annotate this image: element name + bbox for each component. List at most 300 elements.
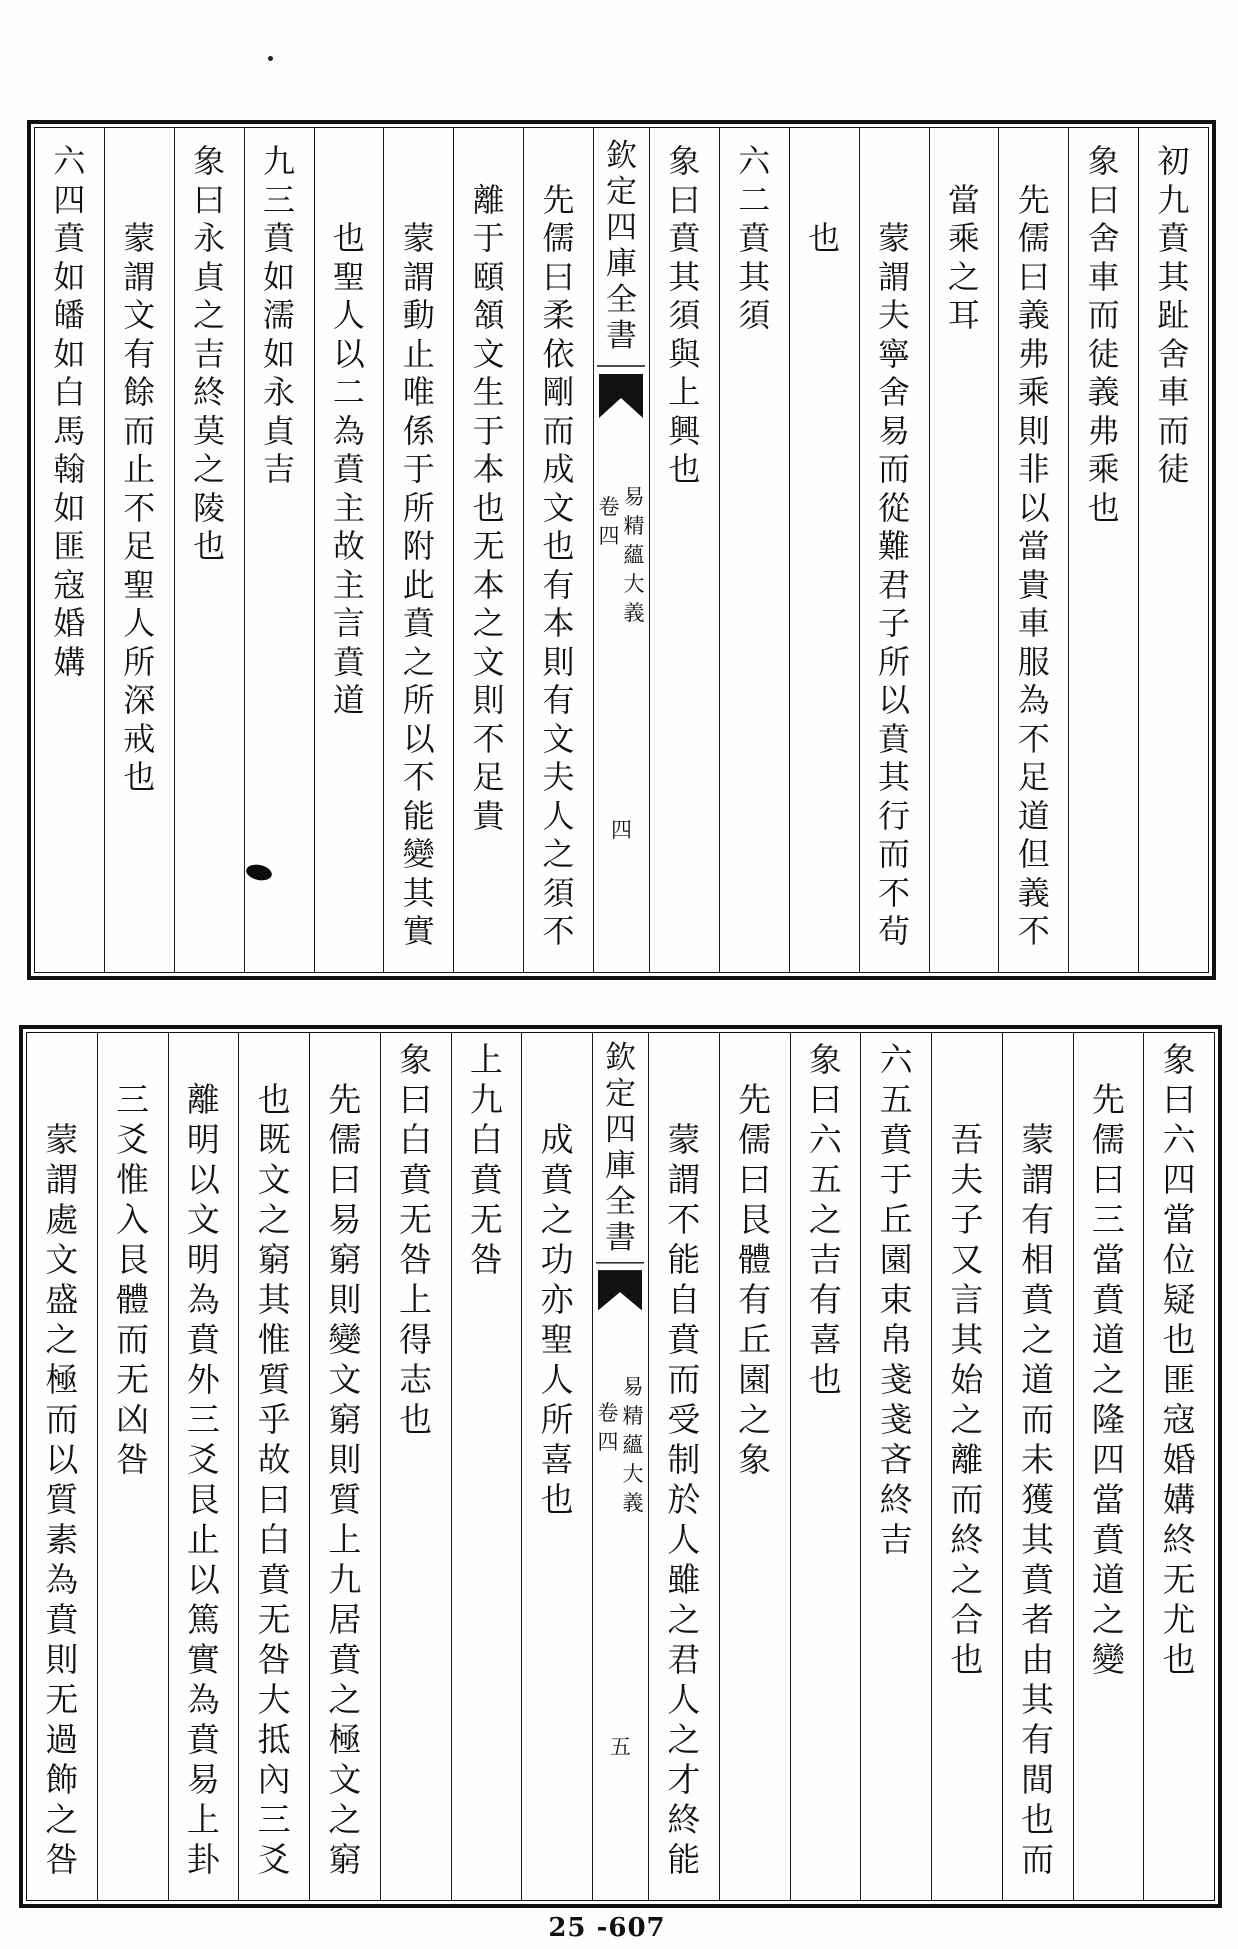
character: 由 [1021, 1640, 1055, 1679]
character: 成 [540, 1120, 574, 1159]
character: 曰 [1017, 257, 1050, 296]
character: 窮 [328, 1400, 362, 1439]
character: 也 [1087, 488, 1120, 527]
character: 得 [399, 1320, 433, 1359]
character: 隆 [1091, 1400, 1125, 1439]
character: 之 [1021, 1320, 1055, 1359]
upper-leaf-grid [34, 127, 1209, 973]
character: 難 [878, 527, 911, 565]
character: 蘊 [622, 1433, 644, 1457]
column-text [932, 1120, 1002, 1680]
character: 有 [542, 681, 575, 719]
character: 戔 [879, 1360, 913, 1399]
character: 但 [1017, 835, 1050, 873]
character: 貞 [193, 257, 226, 296]
character: 合 [950, 1600, 984, 1639]
column-text [169, 1080, 239, 1880]
character: 文 [257, 1160, 291, 1199]
character: 則 [45, 1640, 79, 1679]
character: 寇 [1162, 1400, 1196, 1439]
character: 明 [186, 1120, 220, 1159]
character: 儒 [328, 1120, 362, 1159]
character: 志 [399, 1360, 433, 1399]
character: 賁 [399, 1160, 433, 1199]
column-text [791, 1040, 861, 1400]
column-text [720, 142, 789, 335]
character: 五 [879, 1080, 913, 1119]
character: 賁 [45, 1600, 79, 1639]
character: 初 [1157, 142, 1190, 180]
character: 飾 [45, 1760, 79, 1799]
character: 聖 [123, 565, 156, 604]
character: 乘 [947, 219, 980, 257]
character: 其 [738, 257, 771, 296]
character: 而 [1157, 411, 1190, 450]
character: 六 [53, 142, 86, 180]
character: 无 [116, 1360, 150, 1399]
character: 先 [1017, 180, 1050, 219]
character: 義 [1017, 296, 1050, 334]
character: 九 [263, 142, 296, 180]
character: 也 [1162, 1320, 1196, 1359]
character: 也 [472, 488, 505, 527]
character: 文 [472, 642, 505, 681]
character: 卷 [598, 495, 620, 519]
character: 咎 [399, 1240, 433, 1279]
character: 无 [1162, 1560, 1196, 1599]
character: 子 [950, 1200, 984, 1239]
character: 戔 [879, 1400, 913, 1439]
text-column [174, 128, 244, 972]
character: 也 [540, 1480, 574, 1519]
character: 舍 [878, 373, 911, 411]
character: 吾 [950, 1120, 984, 1159]
character: 為 [45, 1560, 79, 1599]
text-column [244, 128, 314, 972]
character: 人 [667, 1520, 701, 1559]
column-text [454, 181, 523, 836]
character: 文 [45, 1240, 79, 1279]
character: 不 [123, 488, 156, 527]
character: 其 [950, 1320, 984, 1359]
character: 夫 [878, 296, 911, 334]
character: 舍 [1087, 219, 1120, 257]
character: 有 [808, 1280, 842, 1319]
character: 不 [1017, 719, 1050, 758]
character: 象 [668, 142, 701, 180]
character: 徒 [1157, 450, 1190, 488]
character: 六 [1162, 1120, 1196, 1159]
character: 離 [186, 1080, 220, 1119]
lower-leaf [19, 1025, 1222, 1908]
character: 足 [1017, 758, 1050, 796]
character: 明 [186, 1240, 220, 1279]
character: 其 [1021, 1680, 1055, 1719]
character: 於 [667, 1480, 701, 1519]
character: 丘 [879, 1200, 913, 1239]
character: 儒 [1091, 1120, 1125, 1159]
column-text [27, 1120, 97, 1880]
text-column [27, 1033, 97, 1900]
character: 書 [605, 1220, 636, 1256]
character: 媾 [1162, 1480, 1196, 1519]
character: 之 [950, 1560, 984, 1599]
character: 耳 [947, 296, 980, 334]
column-text [381, 1040, 451, 1440]
column-text [1139, 142, 1208, 489]
character: 爻 [186, 1440, 220, 1479]
character: 喜 [808, 1320, 842, 1359]
character: 欽 [605, 1040, 636, 1076]
text-column [521, 1033, 592, 1900]
character: 凶 [116, 1400, 150, 1439]
character: 束 [879, 1280, 913, 1319]
volume-label [597, 493, 621, 551]
character: 賁 [1021, 1280, 1055, 1319]
lower-leaf-grid [26, 1032, 1215, 1901]
character: 極 [328, 1720, 362, 1759]
character: 制 [667, 1440, 701, 1479]
column-text [1144, 1040, 1214, 1680]
character: 永 [263, 373, 296, 411]
column-text [860, 219, 929, 951]
character: 而 [123, 411, 156, 450]
character: 餘 [123, 373, 156, 411]
character: 象 [399, 1040, 433, 1079]
character: 以 [878, 681, 911, 719]
column-text [315, 219, 384, 720]
character: 之 [1091, 1360, 1125, 1399]
character: 易 [878, 411, 911, 450]
character: 之 [542, 835, 575, 873]
character: 之 [328, 1800, 362, 1839]
character: 義 [622, 1491, 644, 1515]
character: 馬 [53, 411, 86, 450]
character: 子 [878, 604, 911, 642]
character: 上 [668, 373, 701, 411]
character: 須 [738, 296, 771, 334]
character: 人 [667, 1680, 701, 1719]
character: 抵 [257, 1720, 291, 1759]
character: 五 [610, 1735, 631, 1759]
character: 雖 [667, 1560, 701, 1599]
character: 无 [45, 1680, 79, 1719]
character: 人 [332, 296, 365, 334]
character: 篤 [186, 1600, 220, 1639]
volume-label [596, 1399, 620, 1457]
character: 為 [332, 411, 365, 450]
character: 四 [53, 180, 86, 219]
character: 君 [878, 565, 911, 604]
character: 亦 [540, 1280, 574, 1319]
character: 自 [667, 1280, 701, 1319]
character: 謂 [402, 257, 435, 296]
leaf-number [593, 1733, 648, 1761]
column-text [650, 142, 719, 489]
character: 以 [402, 719, 435, 758]
character: 足 [472, 758, 505, 796]
character: 行 [878, 796, 911, 835]
character: 功 [540, 1240, 574, 1279]
text-column [309, 1033, 380, 1900]
text-column [719, 1033, 790, 1900]
character: 之 [1091, 1600, 1125, 1639]
text-column [523, 128, 593, 972]
character: 文 [328, 1760, 362, 1799]
column-text [245, 142, 314, 489]
character: 生 [472, 373, 505, 411]
character: 庫 [606, 246, 637, 282]
character: 夫 [950, 1160, 984, 1199]
character: 此 [402, 565, 435, 604]
character: 係 [402, 411, 435, 450]
text-column [998, 128, 1068, 972]
character: 之 [540, 1200, 574, 1239]
character: 曰 [1162, 1080, 1196, 1119]
character: 質 [328, 1480, 362, 1519]
character: 盛 [45, 1280, 79, 1319]
character: 三 [1091, 1200, 1125, 1239]
leaf-number [594, 816, 649, 844]
character: 為 [186, 1680, 220, 1719]
character: 變 [1091, 1640, 1125, 1679]
character: 與 [668, 334, 701, 373]
character: 則 [472, 681, 505, 719]
column-text [1074, 1080, 1144, 1680]
character: 三 [257, 1800, 291, 1839]
character: 賁 [667, 1320, 701, 1359]
character: 于 [879, 1160, 913, 1199]
character: 弗 [1017, 334, 1050, 373]
character: 定 [605, 1076, 636, 1112]
character: 翰 [53, 450, 86, 488]
text-column [859, 128, 929, 972]
text-column [104, 128, 174, 972]
character: 以 [186, 1160, 220, 1199]
column-text [310, 1080, 380, 1880]
character: 當 [1091, 1480, 1125, 1519]
column-text [524, 181, 593, 951]
character: 柔 [542, 296, 575, 334]
character: 居 [328, 1600, 362, 1639]
character: 之 [193, 450, 226, 488]
character: 其 [1021, 1520, 1055, 1559]
book-title [622, 483, 646, 628]
character: 賁 [540, 1160, 574, 1199]
character: 蒙 [123, 219, 156, 257]
character: 能 [402, 796, 435, 835]
character: 離 [950, 1440, 984, 1479]
character: 文 [123, 296, 156, 334]
character: 象 [808, 1040, 842, 1079]
character: 也 [123, 758, 156, 796]
text-column [451, 1033, 522, 1900]
character: 始 [950, 1360, 984, 1399]
character: 蒙 [402, 219, 435, 257]
character: 本 [472, 450, 505, 488]
character: 三 [263, 180, 296, 219]
character: 之 [667, 1600, 701, 1639]
character: 不 [472, 719, 505, 758]
character: 如 [53, 488, 86, 527]
character: 曰 [1091, 1160, 1125, 1199]
character: 无 [257, 1600, 291, 1639]
character: 賁 [668, 219, 701, 257]
character: 也 [950, 1640, 984, 1679]
character: 曰 [808, 1080, 842, 1119]
character: 四 [605, 1112, 636, 1148]
ink-dot [268, 56, 273, 61]
character: 而 [667, 1360, 701, 1399]
character: 白 [257, 1520, 291, 1559]
character: 質 [257, 1360, 291, 1399]
character: 艮 [186, 1480, 220, 1519]
character: 道 [1091, 1320, 1125, 1359]
character: 先 [738, 1080, 772, 1119]
character: 止 [402, 334, 435, 373]
character: 其 [878, 758, 911, 796]
character: 謂 [878, 257, 911, 296]
character: 趾 [1157, 296, 1190, 334]
character: 其 [668, 257, 701, 296]
character: 濡 [263, 296, 296, 334]
character: 婚 [1162, 1440, 1196, 1479]
character: 而 [542, 411, 575, 450]
character: 義 [1017, 873, 1050, 912]
character: 茍 [878, 912, 911, 950]
text-column [35, 128, 104, 972]
character: 位 [1162, 1240, 1196, 1279]
character: 曰 [193, 180, 226, 219]
character: 受 [667, 1400, 701, 1439]
character: 以 [1017, 488, 1050, 527]
character: 之 [472, 604, 505, 642]
character: 當 [1017, 527, 1050, 565]
character: 主 [332, 565, 365, 604]
character: 不 [402, 758, 435, 796]
character: 大 [623, 572, 645, 596]
character: 如 [53, 257, 86, 296]
character: 頷 [472, 296, 505, 334]
text-column [1143, 1033, 1214, 1900]
character: 白 [53, 373, 86, 411]
character: 艮 [116, 1240, 150, 1279]
character: 不 [542, 912, 575, 950]
character: 則 [328, 1440, 362, 1479]
character: 當 [1162, 1200, 1196, 1239]
character: 曰 [328, 1160, 362, 1199]
character: 无 [472, 527, 505, 565]
character: 車 [1017, 604, 1050, 642]
character: 成 [542, 450, 575, 488]
character: 曰 [257, 1480, 291, 1519]
character: 以 [45, 1440, 79, 1479]
character: 者 [1021, 1600, 1055, 1639]
character: 儒 [542, 219, 575, 257]
character: 剛 [542, 373, 575, 411]
character: 深 [123, 681, 156, 719]
character: 蘊 [623, 543, 645, 567]
character: 寇 [53, 565, 86, 604]
character: 匪 [53, 527, 86, 565]
character: 也 [332, 219, 365, 257]
character: 曰 [738, 1160, 772, 1199]
book-title [621, 1373, 645, 1518]
character: 窮 [257, 1240, 291, 1279]
character: 之 [402, 642, 435, 681]
character: 也 [193, 527, 226, 565]
character: 能 [667, 1240, 701, 1279]
character: 謂 [45, 1160, 79, 1199]
character: 間 [1021, 1760, 1055, 1799]
character: 則 [1017, 411, 1050, 450]
character: 文 [542, 719, 575, 758]
character: 之 [947, 257, 980, 296]
character: 大 [257, 1680, 291, 1719]
character: 賁 [332, 642, 365, 681]
character: 質 [45, 1480, 79, 1519]
character: 之 [193, 296, 226, 334]
character: 精 [622, 1404, 644, 1428]
character: 先 [542, 180, 575, 219]
character: 園 [738, 1360, 772, 1399]
character: 不 [667, 1200, 701, 1239]
character: 窮 [328, 1840, 362, 1879]
character: 賁 [1091, 1520, 1125, 1559]
character: 有 [738, 1280, 772, 1319]
character: 人 [542, 796, 575, 835]
character: 止 [186, 1520, 220, 1559]
character: 四 [1091, 1440, 1125, 1479]
character: 弗 [1087, 411, 1120, 450]
character: 艮 [738, 1200, 772, 1239]
character: 賁 [186, 1320, 220, 1359]
character: 曰 [399, 1080, 433, 1119]
character: 曰 [668, 180, 701, 219]
character: 而 [1021, 1400, 1055, 1439]
character: 皤 [53, 296, 86, 334]
text-column [860, 1033, 931, 1900]
character: 賁 [1021, 1560, 1055, 1599]
character: 戒 [123, 719, 156, 758]
column-text [175, 142, 244, 566]
character: 也 [808, 219, 841, 257]
character: 為 [186, 1280, 220, 1319]
character: 依 [542, 334, 575, 373]
character: 六 [808, 1120, 842, 1159]
character: 貴 [472, 796, 505, 835]
character: 所 [878, 642, 911, 681]
column-text [1003, 1120, 1073, 1880]
character: 入 [116, 1200, 150, 1239]
character: 有 [1021, 1720, 1055, 1759]
character: 也 [1021, 1800, 1055, 1839]
character: 道 [1017, 796, 1050, 835]
character: 而 [878, 835, 911, 873]
character: 四 [611, 818, 632, 842]
character: 賁 [328, 1640, 362, 1679]
character: 園 [879, 1240, 913, 1279]
character: 惟 [257, 1320, 291, 1359]
column-text [105, 219, 174, 797]
character: 須 [542, 873, 575, 912]
character: 止 [123, 450, 156, 488]
character: 足 [123, 527, 156, 565]
character: 陵 [193, 488, 226, 527]
character: 人 [123, 604, 156, 642]
character: 曰 [542, 257, 575, 296]
character: 車 [1087, 257, 1120, 296]
